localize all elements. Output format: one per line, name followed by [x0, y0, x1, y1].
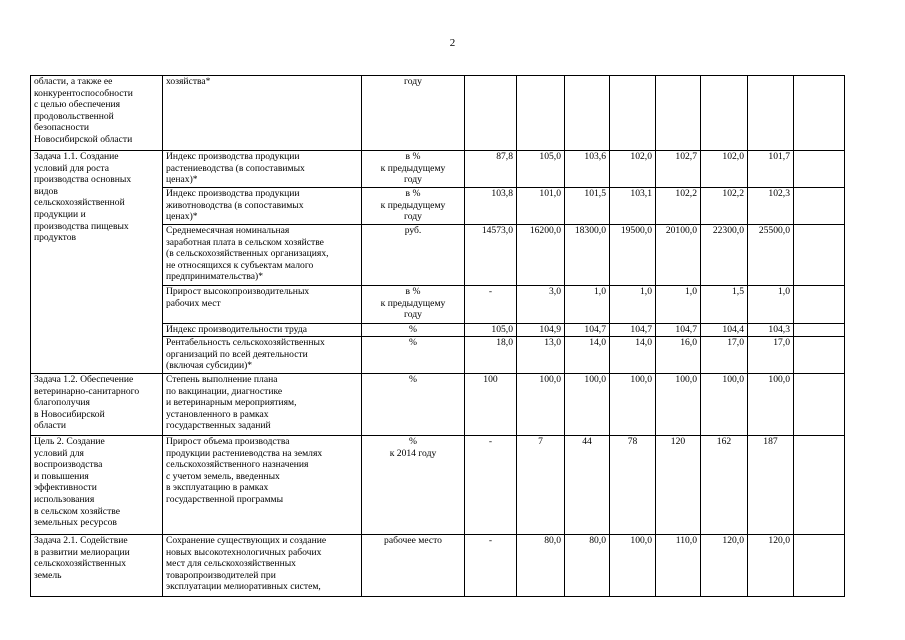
- value-cell: 17,0: [748, 337, 794, 374]
- value-cell: -: [465, 535, 517, 597]
- value-cell: [610, 76, 656, 151]
- value-cell: 104,7: [656, 324, 701, 337]
- empty-cell: [794, 188, 845, 225]
- value-cell: [465, 76, 517, 151]
- goal-cell: области, а также ее конкурентоспособности с целью обеспечения продовольственной безопасности Новосибирской области: [31, 76, 163, 151]
- value-cell: 102,0: [610, 151, 656, 188]
- value-cell: [656, 76, 701, 151]
- table-row: [31, 76, 845, 151]
- value-cell: 103,8: [465, 188, 517, 225]
- unit-cell: в % к предыдущему году: [362, 188, 465, 225]
- value-cell: 102,3: [748, 188, 794, 225]
- indicators-table: [30, 75, 845, 597]
- value-cell: 22300,0: [701, 225, 748, 286]
- value-cell: 80,0: [565, 535, 610, 597]
- value-cell: 110,0: [656, 535, 701, 597]
- indicator-cell: Среднемесячная номинальная заработная плата в сельском хозяйстве (в сельскохозяйственных организациях, не относящихся к субъектам малого предпринимательства)*: [163, 225, 362, 286]
- value-cell: 16200,0: [517, 225, 565, 286]
- value-cell: 105,0: [465, 324, 517, 337]
- value-cell: 80,0: [517, 535, 565, 597]
- value-cell: 100: [465, 374, 517, 436]
- value-cell: 20100,0: [656, 225, 701, 286]
- empty-cell: [794, 324, 845, 337]
- value-cell: 105,0: [517, 151, 565, 188]
- empty-cell: [794, 337, 845, 374]
- value-cell: 14,0: [565, 337, 610, 374]
- table-row: [31, 374, 845, 436]
- indicator-cell: Прирост высокопроизводительных рабочих мест: [163, 286, 362, 324]
- value-cell: 162: [701, 436, 748, 535]
- value-cell: 18,0: [465, 337, 517, 374]
- indicator-cell: хозяйства*: [163, 76, 362, 151]
- value-cell: 100,0: [610, 535, 656, 597]
- value-cell: 101,0: [517, 188, 565, 225]
- table-row: [31, 151, 845, 188]
- empty-cell: [794, 535, 845, 597]
- table-row: [31, 535, 845, 597]
- value-cell: [517, 76, 565, 151]
- empty-cell: [794, 76, 845, 151]
- goal-cell: Задача 1.1. Создание условий для роста производства основных видов сельскохозяйственной продукции и производства пищевых продуктов: [31, 151, 163, 374]
- empty-cell: [794, 436, 845, 535]
- value-cell: 104,9: [517, 324, 565, 337]
- value-cell: 104,7: [565, 324, 610, 337]
- value-cell: 120,0: [748, 535, 794, 597]
- value-cell: 104,4: [701, 324, 748, 337]
- indicator-cell: Индекс производства продукции животноводства (в сопоставимых ценах)*: [163, 188, 362, 225]
- unit-cell: году: [362, 76, 465, 151]
- value-cell: 100,0: [610, 374, 656, 436]
- goal-cell: Задача 2.1. Содействие в развитии мелиорации сельскохозяйственных земель: [31, 535, 163, 597]
- value-cell: 120,0: [701, 535, 748, 597]
- value-cell: 104,7: [610, 324, 656, 337]
- value-cell: 14,0: [610, 337, 656, 374]
- unit-cell: в % к предыдущему году: [362, 286, 465, 324]
- page-number: 2: [449, 37, 456, 49]
- value-cell: 103,6: [565, 151, 610, 188]
- value-cell: 87,8: [465, 151, 517, 188]
- value-cell: 16,0: [656, 337, 701, 374]
- empty-cell: [794, 225, 845, 286]
- value-cell: 100,0: [517, 374, 565, 436]
- value-cell: 1,0: [748, 286, 794, 324]
- value-cell: 100,0: [701, 374, 748, 436]
- value-cell: [565, 76, 610, 151]
- value-cell: 102,0: [701, 151, 748, 188]
- value-cell: 1,0: [610, 286, 656, 324]
- value-cell: 7: [517, 436, 565, 535]
- value-cell: 13,0: [517, 337, 565, 374]
- goal-cell: Задача 1.2. Обеспечение ветеринарно-санитарного благополучия в Новосибирской области: [31, 374, 163, 436]
- goal-cell: Цель 2. Создание условий для воспроизводства и повышения эффективности использования в сельском хозяйстве земельных ресурсов: [31, 436, 163, 535]
- value-cell: [701, 76, 748, 151]
- value-cell: 100,0: [748, 374, 794, 436]
- empty-cell: [794, 286, 845, 324]
- value-cell: -: [465, 286, 517, 324]
- indicator-cell: Сохранение существующих и создание новых высокотехнологичных рабочих мест для сельскохозяйственных товаропроизводителей при эксплуатации мелиоративных систем,: [163, 535, 362, 597]
- value-cell: 1,0: [656, 286, 701, 324]
- value-cell: 103,1: [610, 188, 656, 225]
- value-cell: [748, 76, 794, 151]
- indicator-cell: Индекс производства продукции растениеводства (в сопоставимых ценах)*: [163, 151, 362, 188]
- indicator-cell: Индекс производительности труда: [163, 324, 362, 337]
- indicator-cell: Степень выполнение плана по вакцинации, диагностике и ветеринарным мероприятиям, установленного в рамках государственных заданий: [163, 374, 362, 436]
- unit-cell: % к 2014 году: [362, 436, 465, 535]
- value-cell: 100,0: [656, 374, 701, 436]
- empty-cell: [794, 151, 845, 188]
- value-cell: 120: [656, 436, 701, 535]
- value-cell: 102,2: [656, 188, 701, 225]
- unit-cell: %: [362, 324, 465, 337]
- value-cell: 187: [748, 436, 794, 535]
- value-cell: 1,5: [701, 286, 748, 324]
- indicator-cell: Рентабельность сельскохозяйственных организаций по всей деятельности (включая субсидии)*: [163, 337, 362, 374]
- value-cell: 101,5: [565, 188, 610, 225]
- value-cell: 25500,0: [748, 225, 794, 286]
- unit-cell: %: [362, 374, 465, 436]
- value-cell: 44: [565, 436, 610, 535]
- value-cell: 102,7: [656, 151, 701, 188]
- value-cell: 102,2: [701, 188, 748, 225]
- value-cell: 19500,0: [610, 225, 656, 286]
- value-cell: 100,0: [565, 374, 610, 436]
- unit-cell: руб.: [362, 225, 465, 286]
- unit-cell: %: [362, 337, 465, 374]
- table-row: [31, 436, 845, 535]
- value-cell: 3,0: [517, 286, 565, 324]
- indicator-cell: Прирост объема производства продукции растениеводства на землях сельскохозяйственного назначения с учетом земель, введенных в эксплуатацию в рамках государственной программы: [163, 436, 362, 535]
- value-cell: 78: [610, 436, 656, 535]
- value-cell: 101,7: [748, 151, 794, 188]
- empty-cell: [794, 374, 845, 436]
- unit-cell: рабочее место: [362, 535, 465, 597]
- value-cell: 18300,0: [565, 225, 610, 286]
- value-cell: 1,0: [565, 286, 610, 324]
- unit-cell: в % к предыдущему году: [362, 151, 465, 188]
- value-cell: 17,0: [701, 337, 748, 374]
- value-cell: -: [465, 436, 517, 535]
- value-cell: 104,3: [748, 324, 794, 337]
- value-cell: 14573,0: [465, 225, 517, 286]
